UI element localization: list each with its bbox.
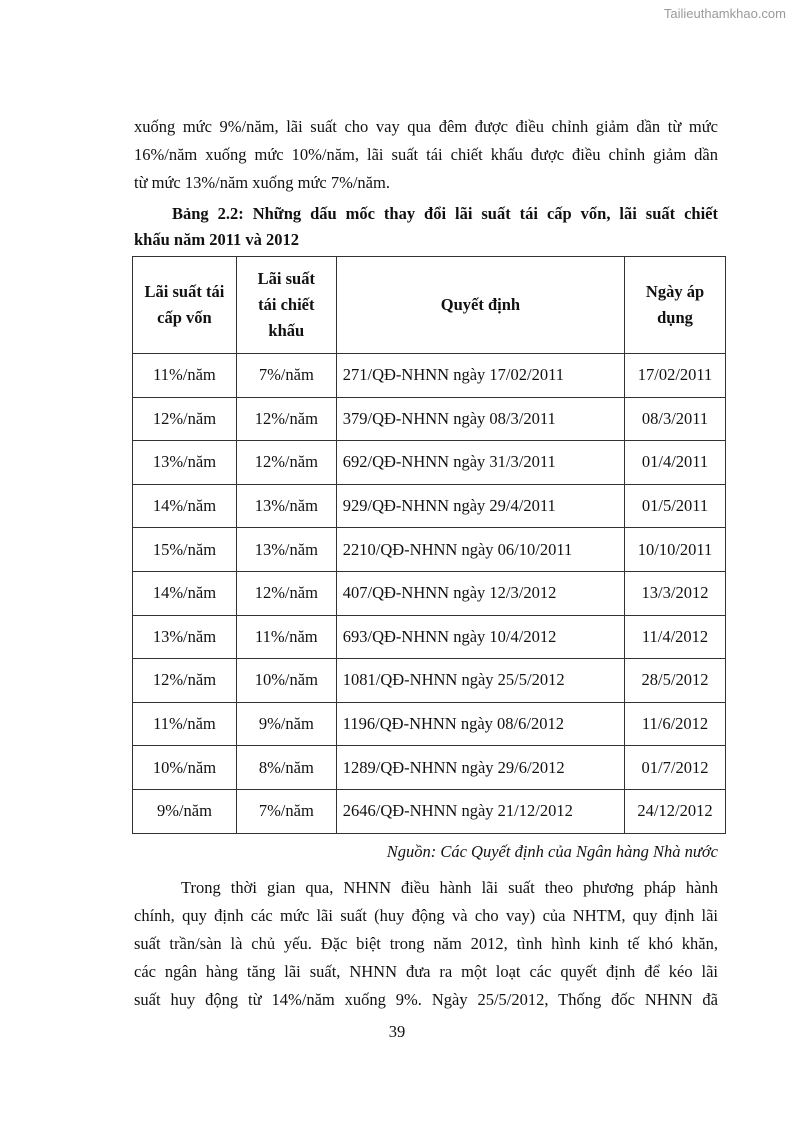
paragraph-line: xuống mức 9%/năm, lãi suất cho vay qua đêm được điều chỉnh giảm dần từ mức <box>134 117 718 136</box>
table-row <box>133 571 726 615</box>
cell-decision: 271/QĐ-NHNN ngày 17/02/2011 <box>336 354 624 398</box>
cell-effective-date: 24/12/2012 <box>625 789 726 833</box>
cell-decision: 1081/QĐ-NHNN ngày 25/5/2012 <box>336 659 624 703</box>
cell-effective-date: 17/02/2011 <box>625 354 726 398</box>
cell-effective-date: 28/5/2012 <box>625 659 726 703</box>
cell-discount-rate: 13%/năm <box>236 528 336 572</box>
paragraph-line: các ngân hàng tăng lãi suất, NHNN đưa ra một loạt các quyết định để kéo lãi <box>134 962 718 981</box>
cell-discount-rate: 7%/năm <box>236 354 336 398</box>
cell-refinance-rate: 15%/năm <box>133 528 237 572</box>
cell-decision: 2210/QĐ-NHNN ngày 06/10/2011 <box>336 528 624 572</box>
table-row <box>133 397 726 441</box>
header-effective-date <box>625 257 726 354</box>
paragraph-body <box>134 874 718 1014</box>
cell-discount-rate: 9%/năm <box>236 702 336 746</box>
table-row <box>133 789 726 833</box>
cell-discount-rate: 12%/năm <box>236 397 336 441</box>
cell-refinance-rate: 13%/năm <box>133 441 237 485</box>
table-row <box>133 484 726 528</box>
cell-effective-date: 13/3/2012 <box>625 571 726 615</box>
page-number: 39 <box>388 1022 406 1041</box>
header-decision <box>336 257 624 354</box>
watermark: Tailieuthamkhao.com <box>663 6 786 21</box>
cell-refinance-rate: 14%/năm <box>133 571 237 615</box>
table-header-row <box>133 257 726 354</box>
caption-line: Bảng 2.2: Những dấu mốc thay đổi lãi suất tái cấp vốn, lãi suất chiết <box>172 204 718 223</box>
cell-effective-date: 01/5/2011 <box>625 484 726 528</box>
interest-rate-table <box>132 256 726 834</box>
cell-refinance-rate: 11%/năm <box>133 702 237 746</box>
cell-discount-rate: 12%/năm <box>236 441 336 485</box>
cell-refinance-rate: 9%/năm <box>133 789 237 833</box>
cell-decision: 1196/QĐ-NHNN ngày 08/6/2012 <box>336 702 624 746</box>
cell-refinance-rate: 12%/năm <box>133 397 237 441</box>
paragraph-line: 16%/năm xuống mức 10%/năm, lãi suất tái chiết khấu được điều chỉnh giảm dần <box>134 145 718 164</box>
header-line: Ngày áp <box>645 282 705 301</box>
paragraph-line: Trong thời gian qua, NHNN điều hành lãi suất theo phương pháp hành <box>181 878 718 897</box>
cell-discount-rate: 8%/năm <box>236 746 336 790</box>
cell-decision: 1289/QĐ-NHNN ngày 29/6/2012 <box>336 746 624 790</box>
cell-decision: 692/QĐ-NHNN ngày 31/3/2011 <box>336 441 624 485</box>
table-row <box>133 659 726 703</box>
table-source-note: Nguồn: Các Quyết định của Ngân hàng Nhà nước <box>386 842 718 861</box>
paragraph-line: suất huy động từ 14%/năm xuống 9%. Ngày 25/5/2012, Thống đốc NHNN đã <box>134 990 718 1009</box>
header-line: Lãi suất tái <box>144 282 225 301</box>
cell-discount-rate: 11%/năm <box>236 615 336 659</box>
cell-effective-date: 08/3/2011 <box>625 397 726 441</box>
header-line: tái chiết <box>258 295 315 314</box>
cell-decision: 693/QĐ-NHNN ngày 10/4/2012 <box>336 615 624 659</box>
paragraph-line: từ mức 13%/năm xuống mức 7%/năm. <box>134 173 390 192</box>
header-line: dụng <box>657 308 693 327</box>
cell-refinance-rate: 10%/năm <box>133 746 237 790</box>
header-discount-rate <box>236 257 336 354</box>
cell-discount-rate: 7%/năm <box>236 789 336 833</box>
header-line: khấu <box>268 321 305 340</box>
cell-discount-rate: 12%/năm <box>236 571 336 615</box>
cell-decision: 407/QĐ-NHNN ngày 12/3/2012 <box>336 571 624 615</box>
header-line: cấp vốn <box>157 308 212 327</box>
cell-effective-date: 11/6/2012 <box>625 702 726 746</box>
paragraph-intro <box>134 113 718 197</box>
paragraph-line: chính, quy định các mức lãi suất (huy động và cho vay) của NHTM, quy định lãi <box>134 906 718 925</box>
table-row <box>133 441 726 485</box>
table-row <box>133 615 726 659</box>
table-row <box>133 354 726 398</box>
table-caption <box>134 201 718 253</box>
cell-effective-date: 01/7/2012 <box>625 746 726 790</box>
table-row <box>133 702 726 746</box>
cell-refinance-rate: 13%/năm <box>133 615 237 659</box>
cell-discount-rate: 10%/năm <box>236 659 336 703</box>
header-refinance-rate <box>133 257 237 354</box>
cell-decision: 379/QĐ-NHNN ngày 08/3/2011 <box>336 397 624 441</box>
table-row <box>133 528 726 572</box>
caption-line: khấu năm 2011 và 2012 <box>134 230 300 249</box>
header-line: Quyết định <box>440 295 521 314</box>
cell-decision: 929/QĐ-NHNN ngày 29/4/2011 <box>336 484 624 528</box>
cell-discount-rate: 13%/năm <box>236 484 336 528</box>
cell-refinance-rate: 11%/năm <box>133 354 237 398</box>
table-row <box>133 746 726 790</box>
cell-effective-date: 11/4/2012 <box>625 615 726 659</box>
cell-effective-date: 10/10/2011 <box>625 528 726 572</box>
cell-effective-date: 01/4/2011 <box>625 441 726 485</box>
cell-refinance-rate: 12%/năm <box>133 659 237 703</box>
header-line: Lãi suất <box>257 269 315 288</box>
cell-decision: 2646/QĐ-NHNN ngày 21/12/2012 <box>336 789 624 833</box>
paragraph-line: suất trần/sàn là chủ yếu. Đặc biệt trong năm 2012, tình hình kinh tế khó khăn, <box>134 934 718 953</box>
cell-refinance-rate: 14%/năm <box>133 484 237 528</box>
